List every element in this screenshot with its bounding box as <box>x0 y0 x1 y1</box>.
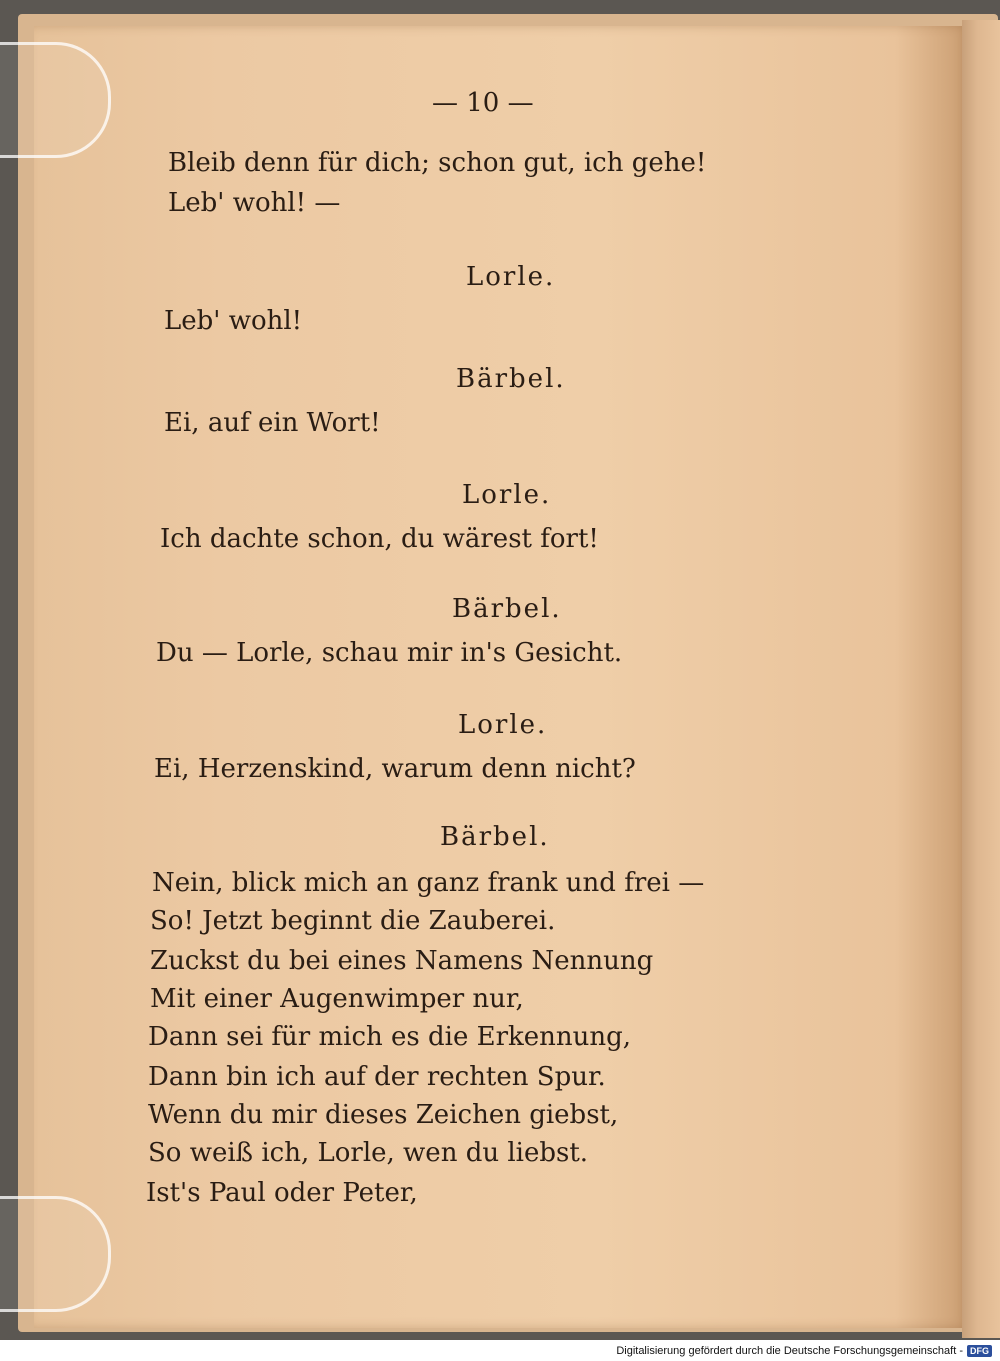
verse-line: Ich dachte schon, du wärest fort! <box>160 524 599 554</box>
verse-line: Ei, auf ein Wort! <box>164 408 381 438</box>
verse-line: Dann bin ich auf der rechten Spur. <box>148 1062 606 1092</box>
verse-line: Bleib denn für dich; schon gut, ich gehe! <box>168 148 707 178</box>
verse-line: Zuckst du bei eines Namens Nennung <box>150 946 654 976</box>
verse-line: Dann sei für mich es die Erkennung, <box>148 1022 632 1052</box>
verse-line: Ist's Paul oder Peter, <box>146 1178 418 1208</box>
page-number: — 10 — <box>432 88 534 118</box>
dfg-logo: DFG <box>967 1345 992 1357</box>
speaker-name: Bärbel. <box>456 364 566 394</box>
verse-line: Leb' wohl! — <box>168 188 341 218</box>
facing-page-edge <box>962 20 1000 1338</box>
verse-line: Ei, Herzenskind, warum denn nicht? <box>154 754 636 784</box>
verse-line: Du — Lorle, schau mir in's Gesicht. <box>156 638 623 668</box>
speaker-name: Lorle. <box>458 710 548 740</box>
page-clip-top <box>0 42 111 158</box>
footer-credit <box>0 1340 1000 1361</box>
verse-line: Wenn du mir dieses Zeichen giebst, <box>148 1100 619 1130</box>
footer-text: Digitalisierung gefördert durch die Deutsche Forschungsgemeinschaft - <box>616 1344 963 1357</box>
speaker-name: Lorle. <box>462 480 552 510</box>
verse-line: Leb' wohl! <box>164 306 303 336</box>
verse-line: So! Jetzt beginnt die Zauberei. <box>150 906 556 936</box>
verse-line: Nein, blick mich an ganz frank und frei — <box>152 868 705 898</box>
verse-line: Mit einer Augenwimper nur, <box>150 984 524 1014</box>
speaker-name: Bärbel. <box>452 594 562 624</box>
speaker-name: Lorle. <box>466 262 556 292</box>
page-clip-bottom <box>0 1196 111 1312</box>
speaker-name: Bärbel. <box>440 822 550 852</box>
verse-line: So weiß ich, Lorle, wen du liebst. <box>148 1138 589 1168</box>
